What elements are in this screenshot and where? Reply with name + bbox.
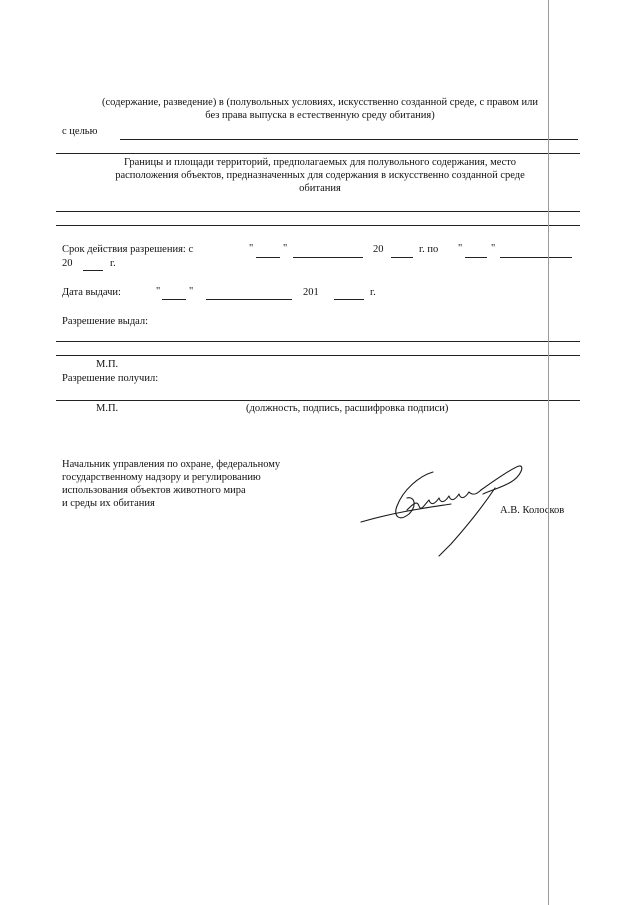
received-by-label: Разрешение получил: xyxy=(62,373,159,384)
validity-end-day-line xyxy=(465,257,487,258)
validity-label: Срок действия разрешения: с xyxy=(62,244,194,255)
territory-line-2: расположения объектов, предназначенных для содержания в искусственно созданной среде xyxy=(115,170,525,181)
issued-by-stamp: М.П. xyxy=(96,359,119,370)
territory-line-1: Границы и площади территорий, предполагаемых для полувольного содержания, место xyxy=(123,157,516,168)
issue-date-year-suffix: г. xyxy=(370,287,376,298)
issue-date-month-line xyxy=(206,299,292,300)
purpose-line-2: без права выпуска в естественную среду обитания) xyxy=(205,110,435,121)
purpose-fill-line xyxy=(120,139,578,140)
issue-date-year-prefix: 201 xyxy=(303,287,319,298)
validity-year-suffix: г. по xyxy=(419,244,439,255)
signatory-name: А.В. Колосков xyxy=(500,505,565,516)
issue-date-day-line xyxy=(162,299,186,300)
received-by-stamp: М.П. xyxy=(96,403,119,414)
validity-day-line xyxy=(256,257,280,258)
territory-fill-line-1 xyxy=(56,211,580,212)
validity-year-line xyxy=(391,257,413,258)
validity-month-line xyxy=(293,257,363,258)
territory-line-3: обитания xyxy=(299,183,341,194)
issue-date-quote-close: " xyxy=(189,286,194,297)
validity-end-quote-close: " xyxy=(491,243,496,254)
signatory-title-line-4: и среды их обитания xyxy=(62,498,155,509)
signatory-title-line-2: государственному надзору и регулированию xyxy=(62,472,261,483)
issued-by-fill-line-1 xyxy=(56,341,580,342)
issue-date-year-line xyxy=(334,299,364,300)
issued-by-label: Разрешение выдал: xyxy=(62,316,149,327)
purpose-label: с целью xyxy=(62,126,98,137)
validity-end-year-prefix: 20 xyxy=(62,258,73,269)
validity-end-month-line xyxy=(500,257,572,258)
validity-end-year-line xyxy=(83,270,103,271)
issued-by-fill-line-2 xyxy=(56,355,580,356)
validity-end-year-suffix: г. xyxy=(110,258,116,269)
territory-fill-line-2 xyxy=(56,225,580,226)
issue-date-label: Дата выдачи: xyxy=(62,287,121,298)
validity-quote-close: " xyxy=(283,243,288,254)
divider-line xyxy=(56,153,580,154)
scan-fold-line xyxy=(548,0,549,905)
received-by-fill-line xyxy=(56,400,580,401)
validity-year-prefix: 20 xyxy=(373,244,384,255)
validity-end-quote-open: " xyxy=(458,243,463,254)
validity-quote-open: " xyxy=(249,243,254,254)
purpose-line-1: (содержание, разведение) в (полувольных условиях, искусственно созданной среде, с правом или xyxy=(102,97,538,108)
handwritten-signature xyxy=(355,460,535,560)
signatory-title-line-3: использования объектов животного мира xyxy=(62,485,246,496)
received-by-caption: (должность, подпись, расшифровка подписи) xyxy=(246,403,449,414)
signatory-title-line-1: Начальник управления по охране, федеральному xyxy=(62,459,281,470)
issue-date-quote-open: " xyxy=(156,286,161,297)
